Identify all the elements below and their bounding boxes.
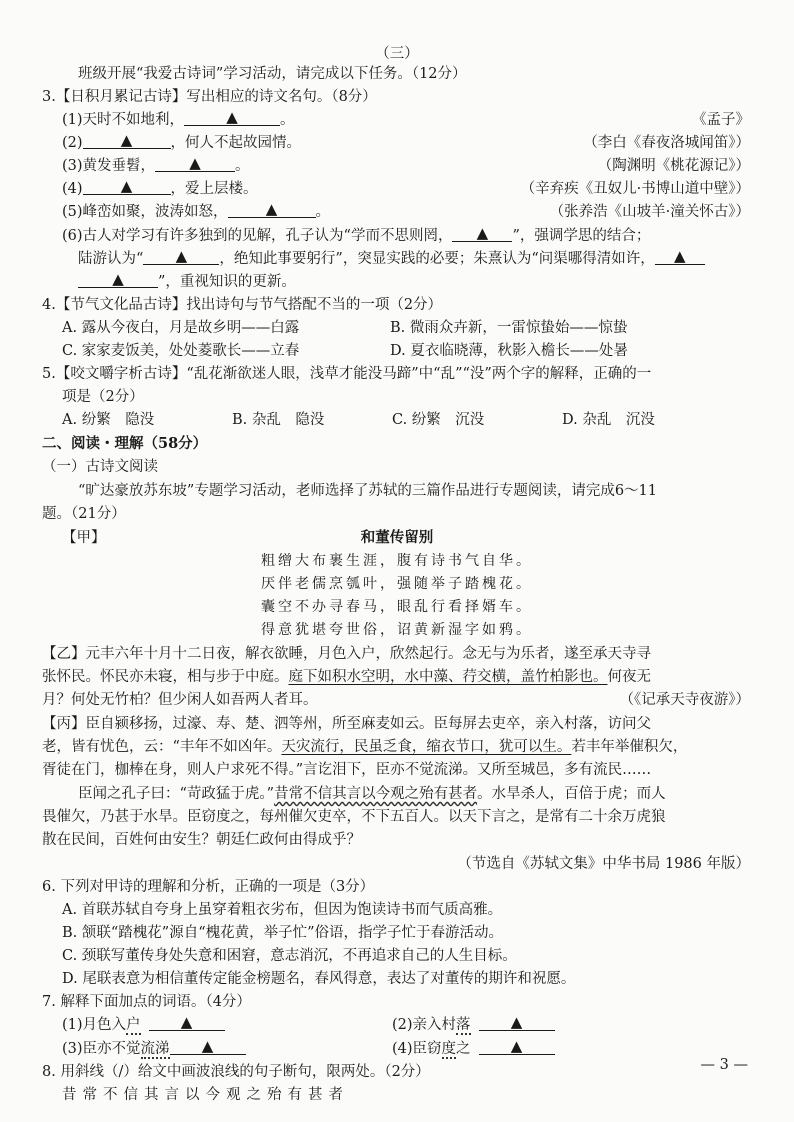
q8-sentence: 昔常不信其言以今观之殆有甚者 (62, 1087, 349, 1103)
answer-blank[interactable] (479, 1039, 555, 1055)
poem-line: 囊空不办寻春马，眼乱行看择婿车。 (261, 599, 533, 615)
q8-title: 8. 用斜线（/）给文中画波浪线的句子断句，限两处。（2分） (42, 1064, 430, 1080)
answer-blank[interactable] (228, 202, 316, 218)
q5-option-d: D. 杂乱 沉没 (562, 412, 655, 428)
wavy-underlined-sentence: 昔常不信其言以今观之殆有甚者 (274, 786, 478, 802)
answer-blank[interactable] (78, 272, 158, 288)
q3-item-6-line-3: ▲”，重视知识的更新。 (78, 272, 296, 292)
q4-option-a: A. 露从今夜白，月是故乡明——白露 (62, 320, 300, 336)
q7-item-4: (4)臣窃度之▲ (392, 1039, 555, 1059)
reading-intro: “旷达豪放苏东坡”专题学习活动，老师选择了苏轼的三篇作品进行专题阅读，请完成6～11 (78, 483, 657, 499)
bing-passage-line-5: 畏催欠，乃甚于水旱。臣窃度之，每州催欠吏卒，不下五百人。以天下言之，是常有二十余万虎狼 (42, 809, 666, 825)
q6-option-d: D. 尾联表意为相信董传定能金榜题名，春风得意，表达了对董传的期许和祝愿。 (62, 971, 576, 987)
q7-item-3: (3)臣亦不觉流涕▲ (62, 1039, 246, 1059)
answer-blank[interactable] (479, 1015, 555, 1031)
reading-intro-cont: 题。（21分） (42, 506, 126, 522)
q3-item-6-line-2: 陆游认为“▲ ，绝知此事要躬行”，突显实践的必要；朱熹认为“问渠哪得清如许，▲ (78, 249, 705, 269)
q4-option-d: D. 夏衣临晓薄，秋影入檐长——处暑 (390, 343, 628, 359)
q3-title: 3.【日积月累记古诗】写出相应的诗文名句。（8分） (42, 89, 377, 105)
q5-option-b: B. 杂乱 隐没 (232, 412, 325, 428)
q7-item-2: (2)亲入村落▲ (392, 1015, 555, 1035)
answer-blank[interactable] (655, 249, 705, 265)
q6-option-c: C. 颈联写董传身处失意和困窘，意志消沉，不再追求自己的人生目标。 (62, 948, 517, 964)
q3-source-3: （陶渊明《桃花源记》） (597, 158, 750, 174)
q3-item-2: (2)▲ ，何人不起故园情。 (62, 133, 301, 153)
section-header: （三） (375, 46, 419, 62)
q6-option-a: A. 首联苏轼自夸身上虽穿着粗衣劣布，但因为饱读诗书而气质高雅。 (62, 902, 503, 918)
q5-option-c: C. 纷繁 沉没 (392, 412, 485, 428)
q6-title: 6. 下列对甲诗的理解和分析，正确的一项是（3分） (42, 879, 375, 895)
bing-passage-line-1: 【丙】臣自颍移扬，过濠、寿、楚、泗等州，所至麻麦如云。臣每屏去吏卒，亲入村落，访问父 (42, 716, 651, 732)
yi-passage-line-1: 【乙】元丰六年十月十二日夜，解衣欲睡，月色入户，欣然起行。念无与为乐者，遂至承天寺寻 (42, 646, 651, 662)
page-number: — 3 — (700, 1057, 748, 1073)
bing-passage-line-2: 老，皆有忧色，云：“丰年不如凶年。天灾流行，民虽乏食，缩衣节口，犹可以生。若丰年举催积欠， (42, 739, 688, 755)
intro-text: 班级开展“我爱古诗词”学习活动，请完成以下任务。（12分） (78, 66, 467, 82)
q3-source-5: （张养浩《山坡羊·潼关怀古》） (549, 204, 750, 220)
q4-option-b: B. 微雨众卉新，一雷惊蛰始——惊蛰 (390, 320, 628, 336)
q6-option-b: B. 颔联“踏槐花”源自“槐花黄，举子忙”俗语，指学子忙于春游活动。 (62, 925, 504, 941)
jia-label: 【甲】 (62, 530, 106, 546)
q3-item-5: (5)峰峦如聚，波涛如怒，▲ 。 (62, 202, 330, 222)
underlined-sentence: 天灾流行，民虽乏食，缩衣节口，犹可以生。 (281, 739, 572, 755)
underlined-sentence: 庭下如积水空明，水中藻、荇交横，盖竹柏影也。 (288, 669, 608, 685)
poem-title: 和董传留别 (360, 529, 434, 546)
yi-passage-line-2: 张怀民。怀民亦未寝，相与步于中庭。庭下如积水空明，水中藻、荇交横，盖竹柏影也。何夜无 (42, 669, 651, 685)
q4-title: 4.【节气文化品古诗】找出诗句与节气搭配不当的一项（2分） (42, 297, 443, 313)
q4-option-c: C. 家家麦饭美，处处菱歌长——立春 (62, 343, 300, 359)
q5-title-cont: 项是（2分） (62, 389, 144, 405)
q3-source-2: （李白《春夜洛城闻笛》） (583, 135, 750, 151)
q3-source-1: 《孟子》 (692, 112, 750, 128)
part2-heading: 二、阅读・理解（58分） (42, 435, 208, 452)
poem-line: 厌伴老儒烹瓠叶，强随举子踏槐花。 (261, 576, 533, 592)
q7-item-1: (1)月色入户▲ (62, 1015, 225, 1035)
answer-blank[interactable] (184, 110, 280, 126)
answer-blank[interactable] (170, 1039, 246, 1055)
q7-title: 7. 解释下面加点的词语。（4分） (42, 994, 251, 1010)
q3-item-4: (4)▲ ，爱上层楼。 (62, 179, 258, 199)
answer-blank[interactable] (149, 1015, 225, 1031)
q3-item-1: (1)天时不如地利，▲ 。 (62, 110, 295, 130)
subsection-heading: （一）古诗文阅读 (42, 459, 158, 475)
answer-blank[interactable] (83, 133, 171, 149)
answer-blank[interactable] (155, 156, 235, 172)
poem-line: 得意犹堪夸世俗，诏黄新湿字如鸦。 (261, 622, 533, 638)
answer-blank[interactable] (143, 249, 219, 265)
q5-title: 5.【咬文嚼字析古诗】“乱花渐欲迷人眼，浅草才能没马蹄”中“乱”“没”两个字的解释，正确的一 (42, 366, 652, 382)
answer-blank[interactable] (452, 226, 512, 242)
bing-passage-line-3: 胥徒在门，枷棒在身，则人户求死不得。”言讫泪下，臣亦不觉流涕。又所至城邑，多有流民…… (42, 762, 652, 778)
bing-passage-line-4: 臣闻之孔子曰：“苛政猛于虎。”昔常不信其言以今观之殆有甚者。水旱杀人，百倍于虎；而人 (78, 786, 666, 802)
poem-line: 粗缯大布裹生涯，腹有诗书气自华。 (261, 553, 533, 569)
yi-source: （《记承天寺夜游》） (619, 692, 750, 708)
bing-source: （节选自《苏轼文集》中华书局 1986 年版） (457, 856, 750, 872)
q5-option-a: A. 纷繁 隐没 (62, 412, 155, 428)
q3-source-4: （辛弃疾《丑奴儿·书博山道中壁》） (520, 181, 750, 197)
answer-blank[interactable] (83, 179, 171, 195)
q3-item-6-line-1: (6)古人对学习有许多独到的见解，孔子认为“学而不思则罔，▲ ”，强调学思的结合； (62, 226, 650, 246)
bing-passage-line-6: 散在民间，百姓何由安生？朝廷仁政何由得成乎？ (42, 832, 361, 848)
yi-passage-line-3: 月？何处无竹柏？但少闲人如吾两人者耳。 (42, 692, 318, 708)
q3-item-3: (3)黄发垂髫，▲ 。 (62, 156, 250, 176)
